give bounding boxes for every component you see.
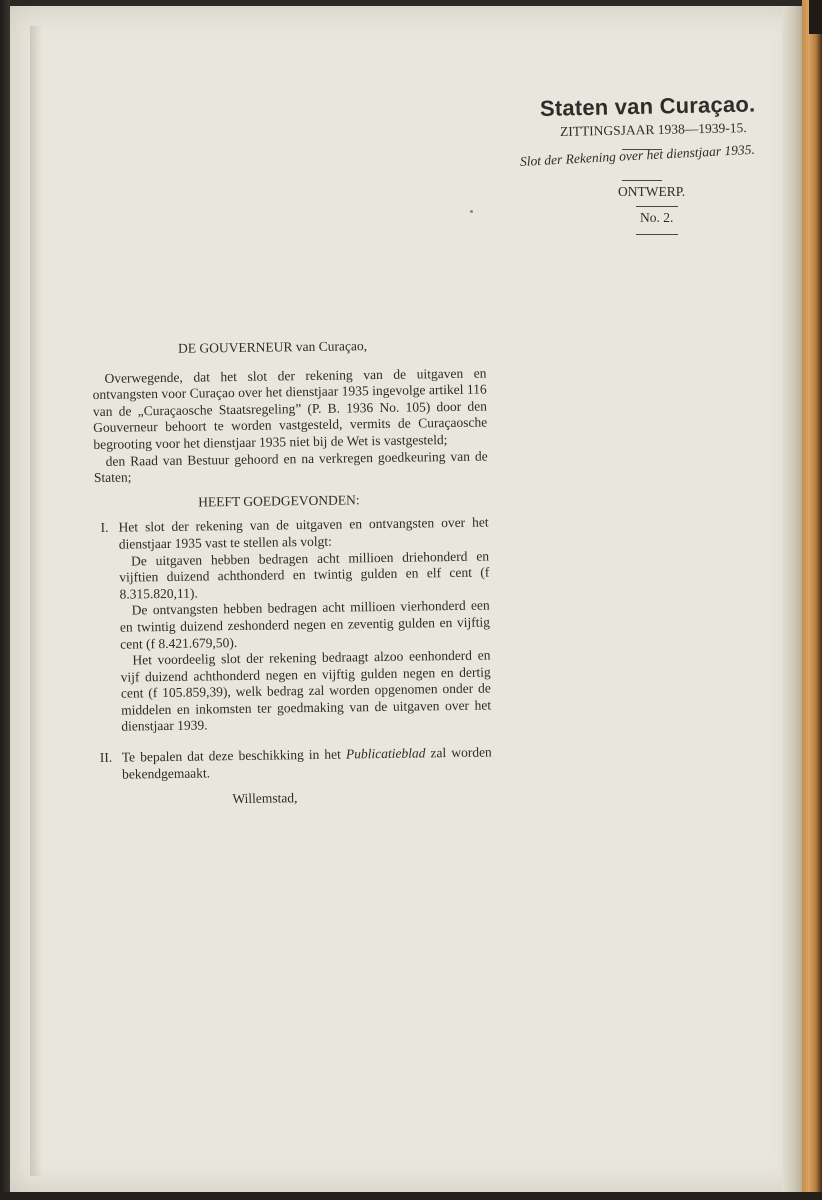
decree-heading: DE GOUVERNEUR van Curaçao, [177, 338, 368, 356]
decree-body [92, 336, 492, 809]
document-status: ONTWERP. [618, 184, 686, 199]
article-one [94, 515, 491, 736]
article-number: II. [99, 749, 113, 765]
header-divider [636, 234, 678, 235]
header-divider [622, 180, 662, 181]
paper-speck [470, 210, 473, 213]
article-two-text [122, 745, 492, 783]
expenses-paragraph: De uitgaven hebben bedragen acht millioen driehonderd en vijftien duizend achthonderd en twintig gulden en elf cent (f 8.315.820,11). [119, 548, 490, 602]
session-year: ZITTINGSJAAR 1938—1939-15. [559, 120, 747, 139]
article-two-text-start: Te bepalen dat deze beschikking in het [121, 746, 347, 765]
document-page [10, 6, 802, 1192]
signature-place: Willemstad, [232, 790, 298, 807]
balance-paragraph: Het voordeelig slot der rekening bedraagt alzoo eenhonderd en vijf duizend achthonderd negen en vijftig gulden negen en dertig cent (f 105.859,39), welk bedrag zal worden opgenomen onder de middelen en inkomsten ter goedmaking van de uitgaven over het dienstjaar 1939. [120, 647, 492, 735]
publication-name: Publicatieblad [345, 745, 426, 762]
corner-tab [809, 0, 822, 34]
article-intro: Het slot der rekening van de uitgaven en ontvangsten over het dienstjaar 1935 vast te stellen als volgt: [118, 514, 489, 552]
page-right-edge [782, 6, 802, 1192]
document-title: Staten van Curaçao. [539, 91, 756, 121]
revenues-paragraph: De ontvangsten hebben bedragen acht millioen vierhonderd een en twintig duizend zeshonderd negen en zeventig gulden en vijftig cent (f 8.421.679,50). [119, 597, 491, 652]
scan-bottom-edge [0, 1192, 822, 1200]
page-stack-edge [802, 0, 822, 1200]
consulted-paragraph: den Raad van Bestuur gehoord en na verkregen goedkeuring van de Staten; [93, 448, 488, 486]
document-number: No. 2. [640, 210, 674, 225]
scan-left-edge [0, 0, 10, 1200]
article-two-text-end: zal worden bekendgemaakt. [121, 744, 492, 782]
article-number: I. [100, 520, 109, 536]
decision-heading: HEEFT GOEDGEVONDEN: [198, 492, 360, 510]
header-divider [636, 206, 678, 207]
article-two [98, 745, 492, 784]
document-subject: Slot der Rekening over het dienstjaar 1935. [519, 141, 756, 169]
page-fold-shadow [30, 26, 42, 1176]
considering-paragraph: Overwegende, dat het slot der rekening van de uitgaven en ontvangsten voor Curaçao over het dienstjaar 1935 ingevolge artikel 116 van de „Curaçaosche Staatsregeling” (P. B. 1936 No. 105) door den Gouverneur behoort te worden vastgesteld, vermits de Curaçaosche begrooting voor het dienstjaar 1935 niet bij de Wet is vastgesteld; [92, 365, 488, 452]
